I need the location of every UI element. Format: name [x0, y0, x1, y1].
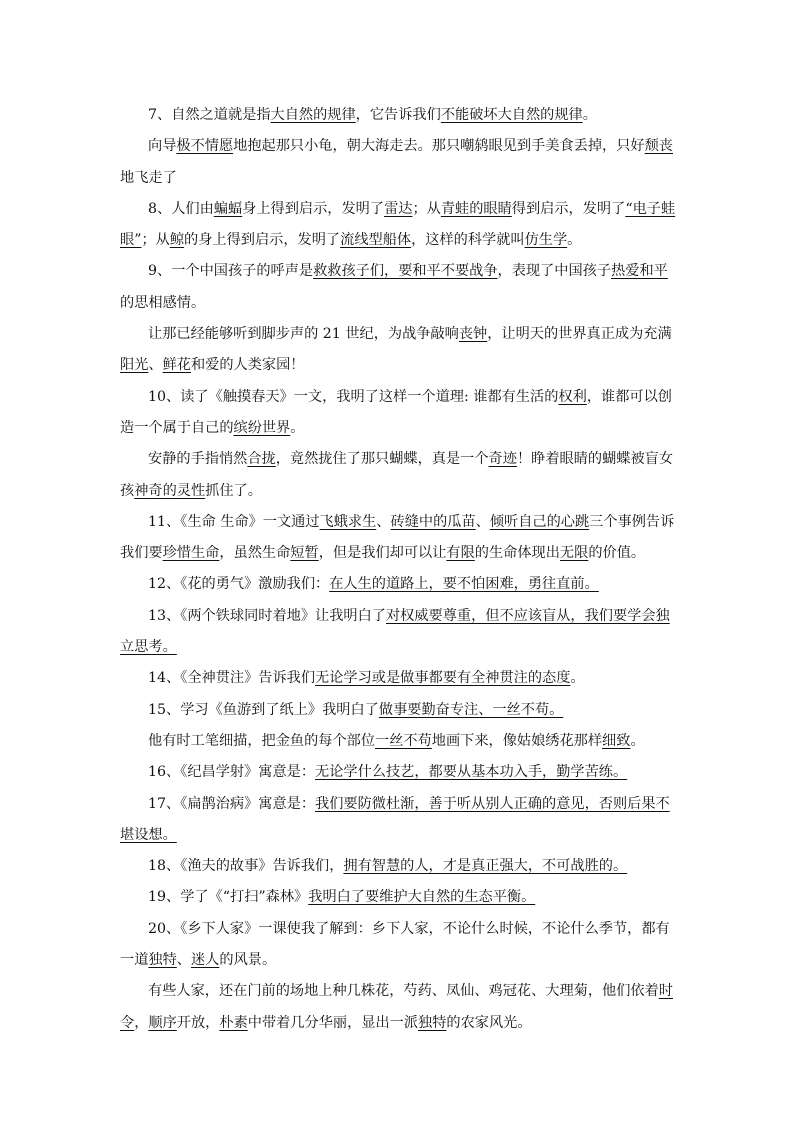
text-run: 有些人家，还在门前的场地上种几株花，芍药、凤仙、鸡冠花、大理菊，他们依着	[148, 983, 659, 1000]
text-run: ，但是我们却可以让	[318, 545, 447, 562]
text-run: 。	[290, 419, 305, 436]
underlined-answer: 一丝不苟	[375, 732, 432, 749]
underlined-answer: 对权威要尊重，但不应该盲从，我们要学会独立思考。	[120, 607, 670, 656]
text-run: 的农家风光。	[446, 1014, 532, 1031]
underlined-answer: 不能破坏大自然的规律	[440, 107, 583, 123]
underlined-answer: 倾听自己的心跳	[489, 513, 590, 530]
text-run: 的生命体现出	[474, 545, 560, 562]
underlined-answer: 无论学习或是做事都要有全神贯注的态度	[315, 670, 571, 687]
paragraph	[120, 663, 676, 694]
underlined-answer: 珍惜生命	[162, 545, 220, 562]
underlined-answer: 蝙蝠	[213, 200, 243, 217]
paragraph	[120, 131, 676, 194]
underlined-answer: 顺序	[148, 1014, 177, 1031]
text-run: 20、《乡下人家》一课使我了解到：乡下人家，不论什么时候，不论什么季节，都有一道	[120, 920, 670, 969]
text-run: ！睁着眼睛的蝴蝶被盲女孩	[120, 451, 674, 499]
underlined-answer: 砖缝中的瓜苗	[390, 513, 476, 530]
text-run: 的风景。	[219, 952, 277, 969]
underlined-answer: 阳光	[120, 357, 149, 374]
text-run: 10、读了《触摸春天》一文，我明了这样一个道理: 谁都有生活的	[148, 388, 559, 405]
paragraph	[120, 382, 676, 445]
paragraph	[120, 851, 676, 882]
text-run: ，这样的科学就叫	[411, 232, 525, 249]
paragraph	[120, 914, 676, 977]
paragraph	[120, 882, 676, 913]
text-run: 15、学习《鱼游到了纸上》我明白了	[148, 701, 379, 718]
underlined-answer: 细致	[602, 732, 631, 749]
paragraph	[120, 100, 676, 131]
underlined-answer: 奇迹	[488, 451, 517, 468]
underlined-answer: 救救孩子们，要和平不要战争	[313, 263, 498, 280]
text-run: 让那已经能够听到脚步声的 21 世纪，为战争敲响	[148, 326, 459, 343]
underlined-answer: 我们要防微杜渐，善于听从别人正确的意见，否则后果不堪设想。	[120, 795, 670, 843]
text-run: 身上得到启示，发明了	[242, 200, 385, 217]
text-run: ，谁都可以创造一个属于自己的	[120, 388, 672, 436]
paragraph	[120, 507, 676, 570]
underlined-answer: 拥有智慧的人，才是真正强大，不可战胜的。	[343, 858, 628, 875]
text-run: 8、人们由	[148, 200, 214, 217]
underlined-answer: 仿生学	[524, 232, 568, 249]
text-run: ；从	[412, 200, 441, 217]
underlined-answer: 独特	[418, 1014, 447, 1031]
underlined-answer: 无限	[559, 545, 589, 562]
text-run: 地飞走了	[120, 169, 177, 186]
text-run: 中带着几分华丽，显出一派	[247, 1014, 419, 1031]
paragraph	[120, 569, 676, 600]
underlined-answer: 流线型船体	[340, 232, 412, 249]
text-run: ，它告诉我们	[355, 107, 441, 123]
text-run: 三个事例告诉我们要	[120, 513, 675, 562]
paragraph	[120, 789, 676, 852]
text-run: 、	[376, 513, 391, 530]
underlined-answer: 做事要勤奋专注、一丝不苟。	[378, 701, 564, 718]
paragraph	[120, 319, 676, 382]
underlined-answer: 鲜花	[162, 357, 191, 374]
text-run: 17、《扁鹊治病》寓意是：	[148, 795, 316, 812]
underlined-answer: “电子蛙眼”	[120, 200, 676, 249]
text-run: 向导	[148, 138, 177, 155]
underlined-answer: 青蛙的眼睛	[440, 200, 512, 217]
text-run: 的思相感情。	[120, 294, 206, 311]
underlined-answer: 朴素	[219, 1014, 248, 1031]
underlined-answer: 飞蛾求生	[319, 513, 377, 530]
text-run: 。	[582, 107, 597, 123]
underlined-answer: 极不情愿	[176, 138, 234, 155]
underlined-answer: 颓丧	[644, 138, 673, 155]
underlined-answer: 大自然的规律	[270, 107, 356, 123]
text-run: 12、《花的勇气》激励我们：	[148, 576, 330, 593]
underlined-answer: 雷达	[384, 200, 413, 217]
paragraph	[120, 256, 676, 319]
underlined-answer: 神奇的灵性	[134, 482, 206, 499]
underlined-answer: 时令	[120, 983, 673, 1031]
text-run: 和爱的人类家园！	[190, 357, 305, 374]
underlined-answer: 迷人	[190, 952, 220, 969]
underlined-answer: 有限	[446, 545, 475, 562]
text-run: 7、自然之道就是指	[148, 107, 271, 123]
paragraph	[120, 194, 676, 257]
text-run: 。	[567, 232, 582, 249]
text-run: 地画下来，像姑娘绣花那样	[431, 732, 603, 749]
underlined-answer: 短暂	[290, 545, 319, 562]
text-run: 开放，	[176, 1014, 220, 1031]
paragraph	[120, 757, 676, 788]
underlined-answer: 独特	[148, 952, 177, 969]
underlined-answer: 在人生的道路上，要不怕困难，勇往直前。	[329, 576, 599, 593]
paragraph	[120, 601, 676, 664]
text-run: ，让明天的世界真正成为充满	[487, 326, 672, 343]
underlined-answer: 合拢	[247, 451, 276, 468]
paragraph	[120, 695, 676, 726]
text-run: 的价值。	[588, 545, 646, 562]
text-run: 14、《全神贯注》告诉我们	[148, 670, 316, 687]
underlined-answer: 热爱和平	[611, 263, 668, 280]
text-run: ，虽然生命	[219, 545, 291, 562]
underlined-answer: 权利	[558, 388, 587, 405]
underlined-answer: 丧钟	[458, 326, 488, 343]
paragraph	[120, 726, 676, 757]
text-run: 、	[475, 513, 490, 530]
text-run: 他有时工笔细描，把金鱼的每个部位	[148, 732, 376, 749]
text-run: ，表现了中国孩子	[497, 263, 612, 280]
text-run: 安静的手指悄然	[148, 451, 248, 468]
text-run: 9、一个中国孩子的呼声是	[148, 263, 314, 280]
text-run: 地抱起那只小龟，朝大海走去。那只嘲鸫眼见到手美食丢掉，只好	[233, 138, 645, 155]
text-run: 抓住了。	[205, 482, 262, 499]
text-run: 11、《生命 生命》一文通过	[148, 513, 320, 530]
text-run: 、	[148, 357, 163, 374]
text-run: 、	[176, 952, 191, 969]
text-run: ，	[134, 1014, 149, 1031]
paragraph	[120, 444, 676, 507]
text-run: 得到启示，发明了	[511, 200, 626, 217]
paragraph	[120, 976, 676, 1039]
text-run: ，竟然拢住了那只蝴蝶，真是一个	[275, 451, 489, 468]
text-run: 。	[630, 732, 645, 749]
underlined-answer: 缤纷世界	[233, 419, 291, 436]
underlined-answer: 我明白了要维护大自然的生态平衡。	[308, 889, 536, 906]
underlined-answer: 鲸	[169, 232, 185, 249]
text-run: ；从	[141, 232, 170, 249]
text-run: 16、《纪昌学射》寓意是：	[148, 764, 316, 781]
text-run: 19、学了《“打扫”森林》	[148, 889, 309, 906]
document-body	[120, 100, 676, 1039]
text-run: 的身上得到启示，发明了	[184, 232, 341, 249]
underlined-answer: 无论学什么技艺，都要从基本功入手，勤学苦练。	[315, 764, 628, 781]
text-run: 。	[570, 670, 585, 687]
text-run: 13、《两个铁球同时着地》让我明白了	[148, 607, 386, 624]
text-run: 18、《渔夫的故事》告诉我们，	[148, 858, 344, 875]
